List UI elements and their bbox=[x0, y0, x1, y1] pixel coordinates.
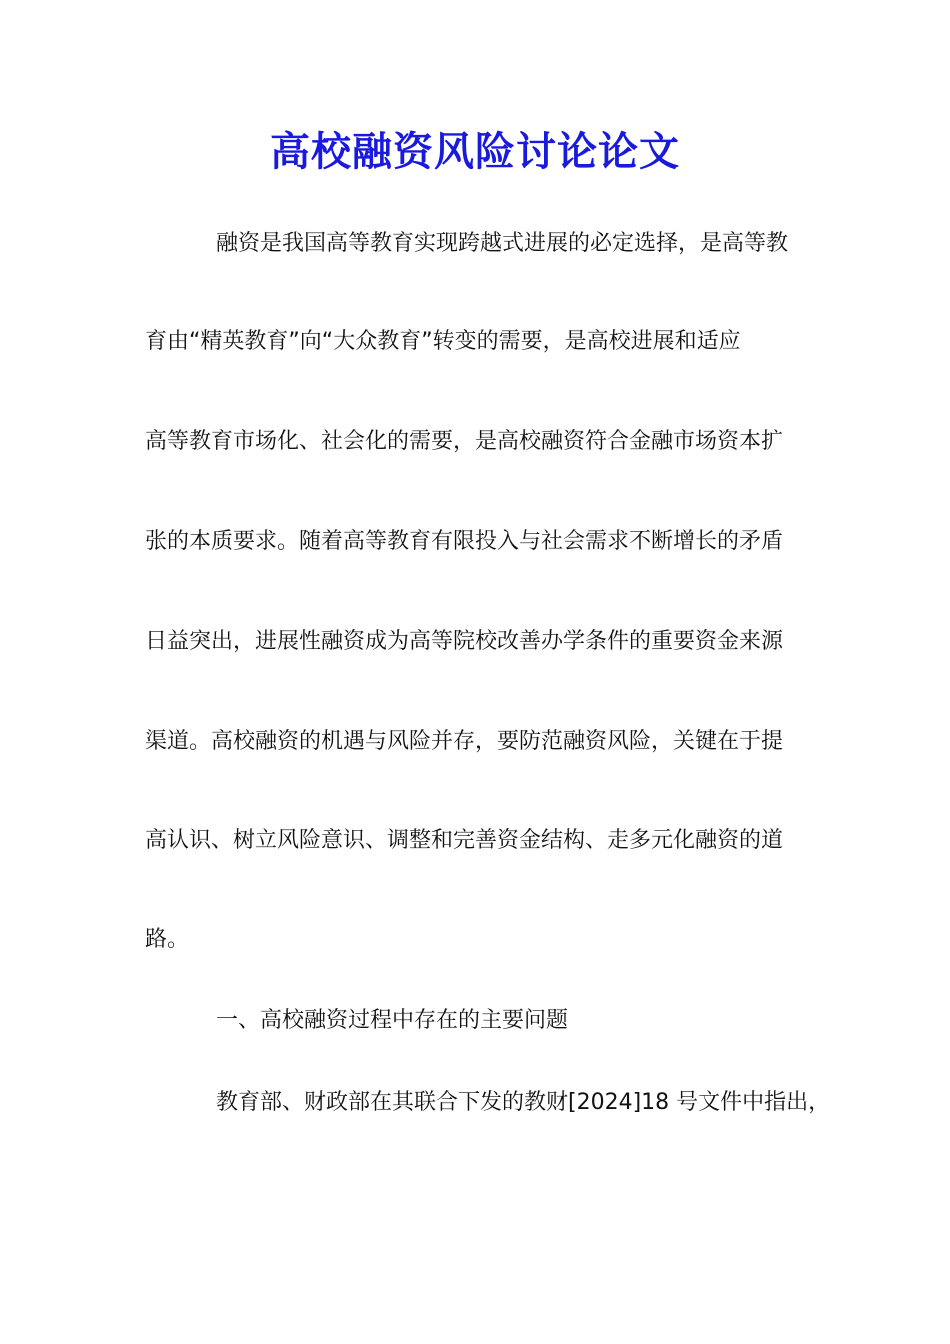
paragraph-line: 高认识、树立风险意识、调整和完善资金结构、走多元化融资的道 bbox=[145, 828, 784, 853]
paragraph-line: 融资是我国高等教育实现跨越式进展的必定选择，是高等教 bbox=[216, 231, 789, 256]
paragraph-line: 渠道。高校融资的机遇与风险并存，要防范融资风险，关键在于提 bbox=[145, 729, 784, 754]
paragraph-line: 路。 bbox=[145, 927, 190, 952]
paragraph-line: 教育部、财政部在其联合下发的教财[2024]18 号文件中指出， bbox=[216, 1090, 831, 1115]
paragraph-line: 育由“精英教育”向“大众教育”转变的需要，是高校进展和适应 bbox=[145, 329, 741, 354]
paragraph-line: 张的本质要求。随着高等教育有限投入与社会需求不断增长的矛盾 bbox=[145, 529, 784, 554]
paragraph-line: 高等教育市场化、社会化的需要，是高校融资符合金融市场资本扩 bbox=[145, 429, 784, 454]
paragraph-line: 日益突出，进展性融资成为高等院校改善办学条件的重要资金来源 bbox=[145, 629, 784, 654]
section-heading: 一、高校融资过程中存在的主要问题 bbox=[216, 1008, 569, 1033]
document-title: 高校融资风险讨论论文 bbox=[270, 128, 680, 175]
